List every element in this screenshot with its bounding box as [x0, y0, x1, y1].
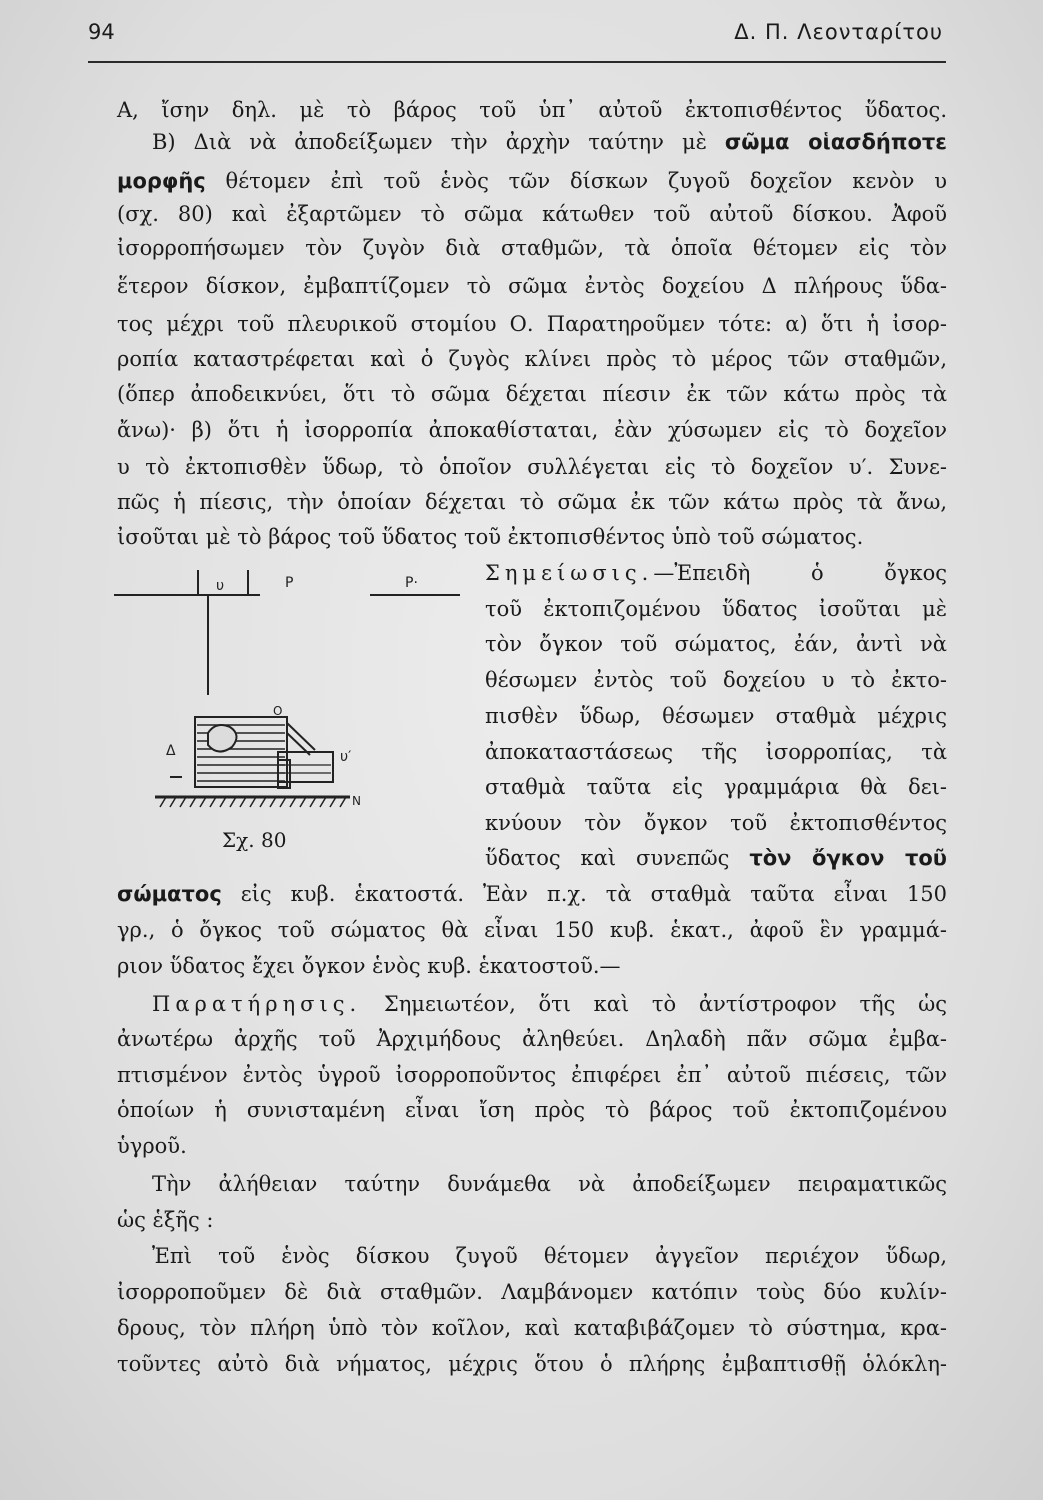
- text-line: δρους, τὸν πλήρη ὑπὸ τὸν κοῖλον, καὶ καταβιβάζομεν τὸ σύστημα, κρα-: [117, 1316, 947, 1340]
- text-line: θέσωμεν ἐντὸς τοῦ δοχείου υ τὸ ἐκτο-: [485, 668, 947, 692]
- text-line: Σημείωσις.—Ἐπειδὴ ὁ ὄγκος: [485, 561, 947, 585]
- page-header: [88, 14, 943, 54]
- figure-caption: Σχ. 80: [222, 828, 287, 852]
- immersed-body: [208, 725, 237, 752]
- text-line: ἰσορροπήσωμεν τὸν ζυγὸν διὰ σταθμῶν, τὰ ὁποῖα θέτομεν εἰς τὸν: [117, 236, 947, 260]
- label-o: O: [273, 704, 283, 718]
- text-line: ὑγροῦ.: [117, 1134, 187, 1158]
- text-line: ἰσορροποῦμεν δὲ διὰ σταθμῶν. Λαμβάνομεν κατόπιν τοὺς δύο κυλίν-: [117, 1280, 947, 1304]
- text-line: ριον ὕδατος ἔχει ὄγκον ἑνὸς κυβ. ἑκατοστοῦ.—: [117, 954, 621, 978]
- text-line: ροπία καταστρέφεται καὶ ὁ ζυγὸς κλίνει πρὸς τὸ μέρος τῶν σταθμῶν,: [117, 347, 947, 371]
- text-line: ὕδατος καὶ συνεπῶς τὸν ὄγκον τοῦ: [485, 846, 947, 870]
- text-line: σώματος εἰς κυβ. ἑκατοστά. Ἐὰν π.χ. τὰ σταθμὰ ταῦτα εἶναι 150: [117, 882, 947, 906]
- text-line: ἀποκαταστάσεως τῆς ἰσορροπίας, τὰ: [485, 740, 947, 764]
- label-u-prime: υ′: [340, 749, 352, 765]
- label-p-right: P·: [405, 575, 418, 591]
- text-line: μορφῆς θέτομεν ἐπὶ τοῦ ἑνὸς τῶν δίσκων ζυγοῦ δοχεῖον κενὸν υ: [117, 169, 947, 193]
- text-line: τος μέχρι τοῦ πλευρικοῦ στομίου Ο. Παρατηροῦμεν τότε: α) ὅτι ἡ ἰσορ-: [117, 312, 947, 336]
- label-n: N: [352, 794, 361, 808]
- text-line: ὡς ἑξῆς :: [117, 1208, 214, 1232]
- page-number: 94: [88, 20, 115, 44]
- text-line: ἕτερον δίσκον, ἐμβαπτίζομεν τὸ σῶμα ἐντὸς δοχείου Δ πλήρους ὕδα-: [117, 274, 947, 298]
- text-line: τὸν ὄγκον τοῦ σώματος, ἐάν, ἀντὶ νὰ: [485, 632, 947, 656]
- text-line: υ τὸ ἐκτοπισθὲν ὕδωρ, τὸ ὁποῖον συλλέγεται εἰς τὸ δοχεῖον υ′. Συνε-: [117, 455, 947, 479]
- vessel-delta: [195, 717, 287, 787]
- label-p-left: P: [285, 575, 294, 591]
- text-line: Τὴν ἀλήθειαν ταύτην δυνάμεθα νὰ ἀποδείξωμεν πειραματικῶς: [152, 1172, 947, 1196]
- balance-diagram: [100, 565, 460, 865]
- text-line: Ἐπὶ τοῦ ἑνὸς δίσκου ζυγοῦ θέτομεν ἀγγεῖον περιέχον ὕδωρ,: [152, 1244, 947, 1268]
- text-line: Α, ἴσην δηλ. μὲ τὸ βάρος τοῦ ὑπ᾿ αὐτοῦ ἐκτοπισθέντος ὕδατος.: [117, 98, 947, 122]
- text-line: σταθμὰ ταῦτα εἰς γραμμάρια θὰ δει-: [485, 775, 947, 799]
- label-u: υ: [216, 578, 225, 594]
- text-line: πτισμένον ἐντὸς ὑγροῦ ἰσορροποῦντος ἐπιφέρει ἐπ᾿ αὐτοῦ πιέσεις, τῶν: [117, 1063, 947, 1087]
- text-line: ὁποίων ἡ συνισταμένη εἶναι ἴση πρὸς τὸ βάρος τοῦ ἐκτοπιζομένου: [117, 1098, 947, 1122]
- text-line: τοῦ ἐκτοπιζομένου ὕδατος ἰσοῦται μὲ: [485, 597, 947, 621]
- text-line: Β) Διὰ νὰ ἀποδείξωμεν τὴν ἀρχὴν ταύτην μὲ σῶμα οἱασδήποτε: [152, 130, 947, 154]
- text-line: πῶς ἡ πίεσις, τὴν ὁποίαν δέχεται τὸ σῶμα ἐκ τῶν κάτω πρὸς τὰ ἄνω,: [117, 490, 947, 514]
- text-line: Παρατήρησις. Σημειωτέον, ὅτι καὶ τὸ ἀντίστροφον τῆς ὡς: [152, 992, 947, 1016]
- text-line: ἰσοῦται μὲ τὸ βάρος τοῦ ὕδατος τοῦ ἐκτοπισθέντος ὑπὸ τοῦ σώματος.: [117, 525, 864, 549]
- text-line: (ὅπερ ἀποδεικνύει, ὅτι τὸ σῶμα δέχεται πίεσιν ἐκ τῶν κάτω πρὸς τὰ: [117, 382, 947, 406]
- text-line: ἀνωτέρω ἀρχῆς τοῦ Ἀρχιμήδους ἀληθεύει. Δηλαδὴ πᾶν σῶμα ἐμβα-: [117, 1027, 947, 1051]
- observation-label: Παρατήρησις.: [152, 992, 362, 1016]
- text-line: (σχ. 80) καὶ ἐξαρτῶμεν τὸ σῶμα κάτωθεν τοῦ αὐτοῦ δίσκου. Ἀφοῦ: [117, 202, 947, 226]
- text-line: κνύουν τὸν ὄγκον τοῦ ἐκτοπισθέντος: [485, 811, 947, 835]
- note-label: Σημείωσις.: [485, 561, 654, 585]
- text-line: πισθὲν ὕδωρ, θέσωμεν σταθμὰ μέχρις: [485, 704, 947, 728]
- text-line: ἄνω)· β) ὅτι ἡ ἰσορροπία ἀποκαθίσταται, ἐὰν χύσωμεν εἰς τὸ δοχεῖον: [117, 418, 947, 442]
- header-rule: [88, 61, 946, 63]
- text-line: γρ., ὁ ὄγκος τοῦ σώματος θὰ εἶναι 150 κυβ. ἑκατ., ἀφοῦ ἓν γραμμά-: [117, 918, 947, 942]
- label-delta: Δ: [166, 743, 176, 759]
- running-title: Δ. Π. Λεονταρίτου: [734, 20, 943, 44]
- text-line: τοῦντες αὐτὸ διὰ νήματος, μέχρις ὅτου ὁ πλήρης ἐμβαπτισθῇ ὁλόκλη-: [117, 1352, 947, 1376]
